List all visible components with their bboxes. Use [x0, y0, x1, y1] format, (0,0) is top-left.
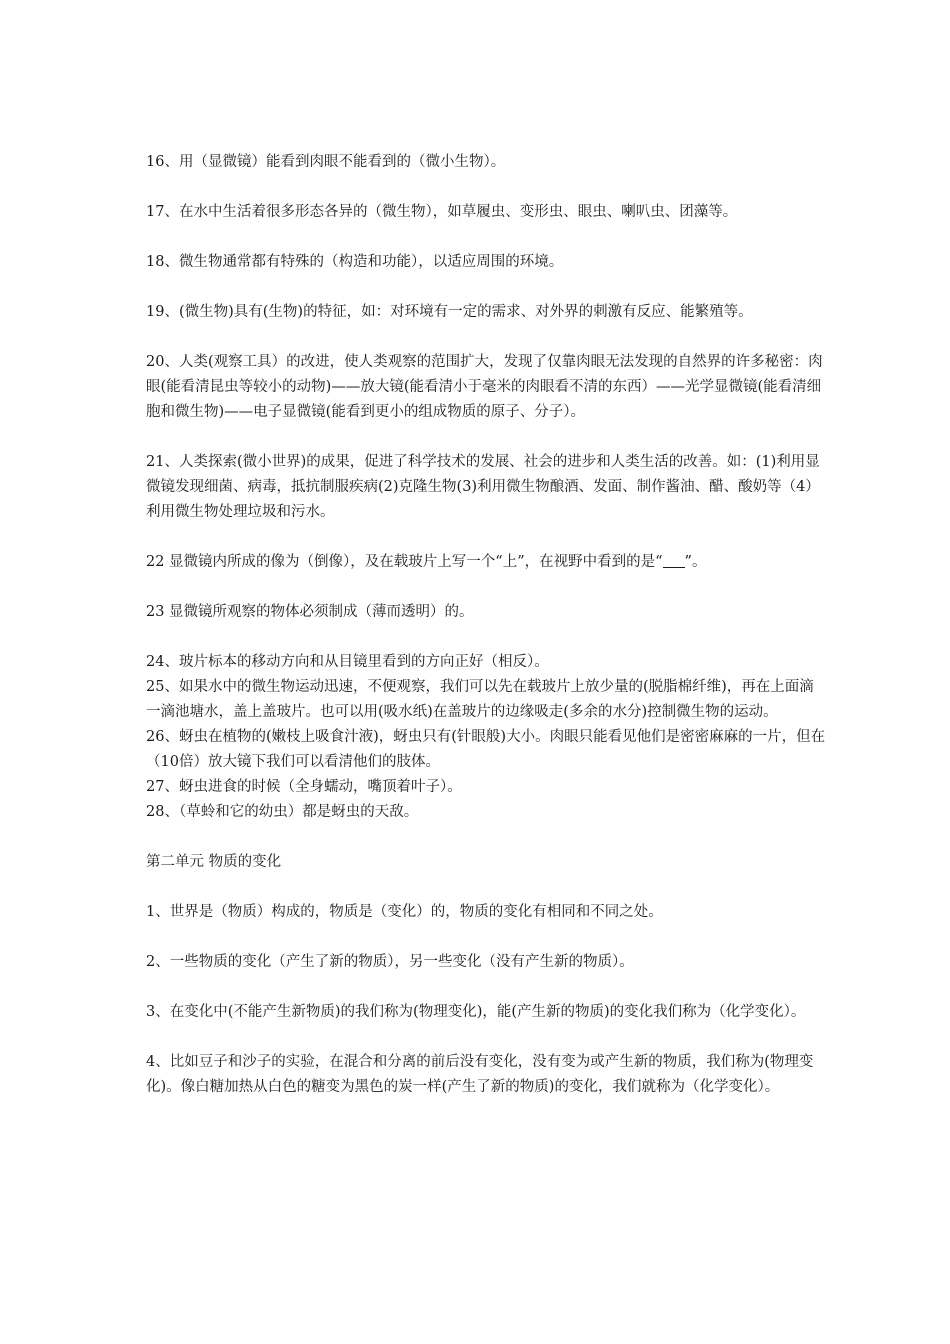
item-22-text: 22 显微镜内所成的像为（倒像），及在载玻片上写一个“上”，在视野中看到的是“ [146, 554, 663, 570]
unit-2-item-2: 2、一些物质的变化（产生了新的物质），另一些变化（没有产生新的物质）。 [146, 954, 634, 970]
unit-2-item-1: 1、世界是（物质）构成的，物质是（变化）的，物质的变化有相同和不同之处。 [146, 904, 663, 920]
item-23: 23 显微镜所观察的物体必须制成（薄而透明）的。 [146, 604, 474, 620]
answer-blank [663, 551, 685, 568]
item-24: 24、玻片标本的移动方向和从目镜里看到的方向正好（相反）。 [146, 654, 549, 670]
unit-2-item-3: 3、在变化中(不能产生新物质)的我们称为(物理变化)，能(产生新的物质)的变化我们称为（化学变化）。 [146, 1004, 806, 1020]
item-27: 27、蚜虫进食的时候（全身蠕动，嘴顶着叶子）。 [146, 779, 462, 795]
item-22 [146, 550, 826, 575]
item-25: 25、如果水中的微生物运动迅速，不便观察，我们可以先在载玻片上放少量的(脱脂棉纤维)，再在上面滴一滴池塘水，盖上盖玻片。也可以用(吸水纸)在盖玻片的边缘吸走(多余的水分)控制微生物的运动。 [146, 679, 814, 720]
item-28: 28、（草蛉和它的幼虫）都是蚜虫的天敌。 [146, 804, 419, 820]
item-18: 18、微生物通常都有特殊的（构造和功能），以适应周围的环境。 [146, 254, 564, 270]
unit-2-item-4: 4、比如豆子和沙子的实验，在混合和分离的前后没有变化，没有变为或产生新的物质，我们称为(物理变化)。像白糖加热从白色的糖变为黑色的炭一样(产生了新的物质)的变化，我们就称为（化学变化）。 [146, 1054, 814, 1095]
unit-2-title: 第二单元 物质的变化 [146, 854, 282, 870]
item-17: 17、在水中生活着很多形态各异的（微生物），如草履虫、变形虫、眼虫、喇叭虫、团藻等。 [146, 204, 738, 220]
item-21: 21、人类探索(微小世界)的成果，促进了科学技术的发展、社会的进步和人类生活的改善。如：(1)利用显微镜发现细菌、病毒，抵抗制服疾病(2)克隆生物(3)利用微生物酿酒、发面、制作酱油、醋、酸奶等（4）利用微生物处理垃圾和污水。 [146, 454, 820, 520]
item-26: 26、蚜虫在植物的(嫩枝上吸食汁液)，蚜虫只有(针眼般)大小。肉眼只能看见他们是密密麻麻的一片，但在（10倍）放大镜下我们可以看清他们的肢体。 [146, 729, 826, 770]
item-16: 16、用（显微镜）能看到肉眼不能看到的（微小生物）。 [146, 154, 506, 170]
item-20: 20、人类(观察工具）的改进，使人类观察的范围扩大，发现了仅靠肉眼无法发现的自然界的许多秘密：肉眼(能看清昆虫等较小的动物)——放大镜(能看清小于毫米的肉眼看不清的东西）——光学显微镜(能看清细胞和微生物)——电子显微镜(能看到更小的组成物质的原子、分子）。 [146, 354, 823, 420]
document-page [146, 150, 826, 1100]
item-22-end: ”。 [684, 554, 707, 570]
item-19: 19、(微生物)具有(生物)的特征，如：对环境有一定的需求、对外界的刺激有反应、能繁殖等。 [146, 304, 753, 320]
